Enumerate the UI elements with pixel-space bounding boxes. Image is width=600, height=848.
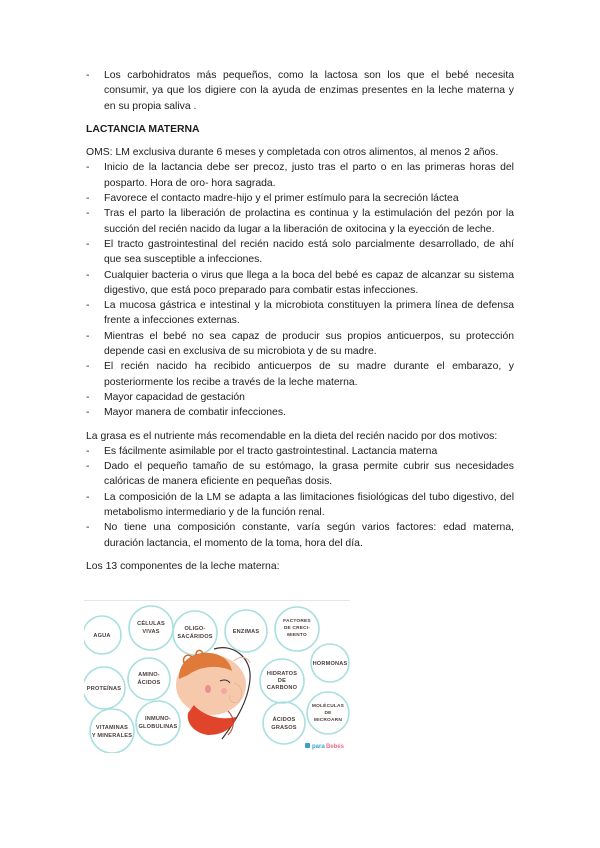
label-hidratos-3: CARBONO: [266, 685, 298, 691]
label-factores-3: MIENTO: [287, 633, 307, 638]
list-item: - Mayor capacidad de gestación: [86, 390, 514, 405]
circle-oligo: [173, 611, 217, 655]
label-celulas-2: VIVAS: [142, 629, 160, 635]
circle-inmuno: [136, 701, 180, 745]
list-item: - Favorece el contacto madre-hijo y el primer estímulo para la secreción láctea: [86, 191, 514, 206]
label-agua: AGUA: [93, 633, 111, 639]
label-acidos-1: ÁCIDOS: [272, 717, 296, 723]
grasa-paragraph: La grasa es el nutriente más recomendable en la dieta del recién nacido por dos motivos:: [86, 430, 498, 442]
label-vitaminas-1: VITAMINAS: [95, 725, 129, 731]
logo-mark-icon: [305, 743, 310, 748]
list-item: - Dado el pequeño tamaño de su estómago, la grasa permite cubrir sus necesidades calóricas de manera eficiente en pequeñas dosis.: [86, 459, 514, 490]
lactancia-list: [86, 160, 514, 420]
componentes-paragraph: Los 13 componentes de la leche materna:: [86, 560, 280, 572]
list-item: - La composición de la LM se adapta a las limitaciones fisiológicas del tubo digestivo, del metabolismo intermediario y de la función renal.: [86, 490, 514, 521]
grasa-list: [86, 444, 514, 551]
list-item: - Inicio de la lactancia debe ser precoz, justo tras el parto o en las primeras horas del posparto. Hora de oro- hora sagrada.: [86, 160, 514, 191]
circle-amino: [128, 658, 170, 700]
logo-part1: para: [312, 744, 325, 750]
components-infographic: [84, 601, 350, 753]
label-hormonas: HORMONAS: [312, 661, 348, 667]
list-item: - La mucosa gástrica e intestinal y la microbiota constituyen la primera línea de defensa frente a infecciones externas.: [86, 298, 514, 329]
intro-list: [86, 68, 514, 114]
logo-part2: Bebés: [326, 744, 345, 750]
label-hidratos-1: HIDRATOS: [266, 671, 298, 677]
list-item: - Los carbohidratos más pequeños, como la lactosa son los que el bebé necesita consumir, ya que los digiere con la ayuda de enzimas presentes en la leche materna y en su propia saliva .: [86, 68, 514, 114]
label-factores-1: FACTORES: [283, 619, 311, 624]
label-inmuno-1: INMUNO-: [145, 716, 171, 722]
list-item: - Mayor manera de combatir infecciones.: [86, 405, 514, 420]
circle-acidos: [263, 702, 305, 744]
milk-components-figure: [84, 600, 350, 753]
label-inmuno-2: GLOBULINAS: [138, 724, 178, 730]
label-moleculas-1: MOLÉCULAS: [311, 704, 345, 709]
label-vitaminas-2: Y MINERALES: [91, 733, 133, 739]
list-item: - Es fácilmente asimilable por el tracto gastrointestinal. Lactancia materna: [86, 444, 514, 459]
label-celulas-1: CÉLULAS: [137, 621, 165, 627]
label-amino-2: ÁCIDOS: [137, 680, 161, 686]
document-body: [86, 68, 514, 574]
label-oligo-1: OLIGO-: [184, 626, 206, 632]
baby-illustration: [176, 648, 250, 739]
list-item: - Mientras el bebé no sea capaz de producir sus propios anticuerpos, su protección depende casi en exclusiva de su microbiota y de su madre.: [86, 329, 514, 360]
circle-vitaminas: [90, 709, 134, 753]
list-item: - Tras el parto la liberación de prolactina es continua y la estimulación del pezón por la succión del recién nacido da lugar a la liberación de oxitocina y la eyección de leche.: [86, 206, 514, 237]
label-moleculas-3: MICROARN: [314, 718, 342, 723]
list-item: - No tiene una composición constante, varía según varios factores: edad materna, duración lactancia, el momento de la toma, hora del día.: [86, 520, 514, 551]
label-acidos-2: GRASOS: [271, 725, 297, 731]
list-item: - El recién nacido ha recibido anticuerpos de su madre durante el embarazo, y posteriormente los recibe a través de la leche materna.: [86, 359, 514, 390]
label-proteinas: PROTEÍNAS: [86, 686, 122, 692]
label-factores-2: DE CRECI-: [283, 626, 311, 631]
label-amino-1: AMINO-: [138, 672, 160, 678]
circle-celulas: [129, 606, 173, 650]
label-hidratos-2: DE: [277, 678, 287, 684]
label-oligo-2: SACÁRIDOS: [177, 634, 213, 640]
list-item: - Cualquier bacteria o virus que llega a la boca del bebé es capaz de alcanzar su sistema digestivo, que está poco preparado para combatir estas infecciones.: [86, 268, 514, 299]
section-heading: LACTANCIA MATERNA: [86, 123, 200, 135]
label-enzimas: ENZIMAS: [232, 629, 260, 635]
list-item: - El tracto gastrointestinal del recién nacido está solo parcialmente desarrollado, de ahí que sea susceptible a infecciones.: [86, 237, 514, 268]
label-moleculas-2: DE: [324, 711, 332, 716]
oms-paragraph: OMS: LM exclusiva durante 6 meses y completada con otros alimentos, al menos 2 años.: [86, 147, 499, 159]
parabebes-logo: [305, 743, 345, 750]
